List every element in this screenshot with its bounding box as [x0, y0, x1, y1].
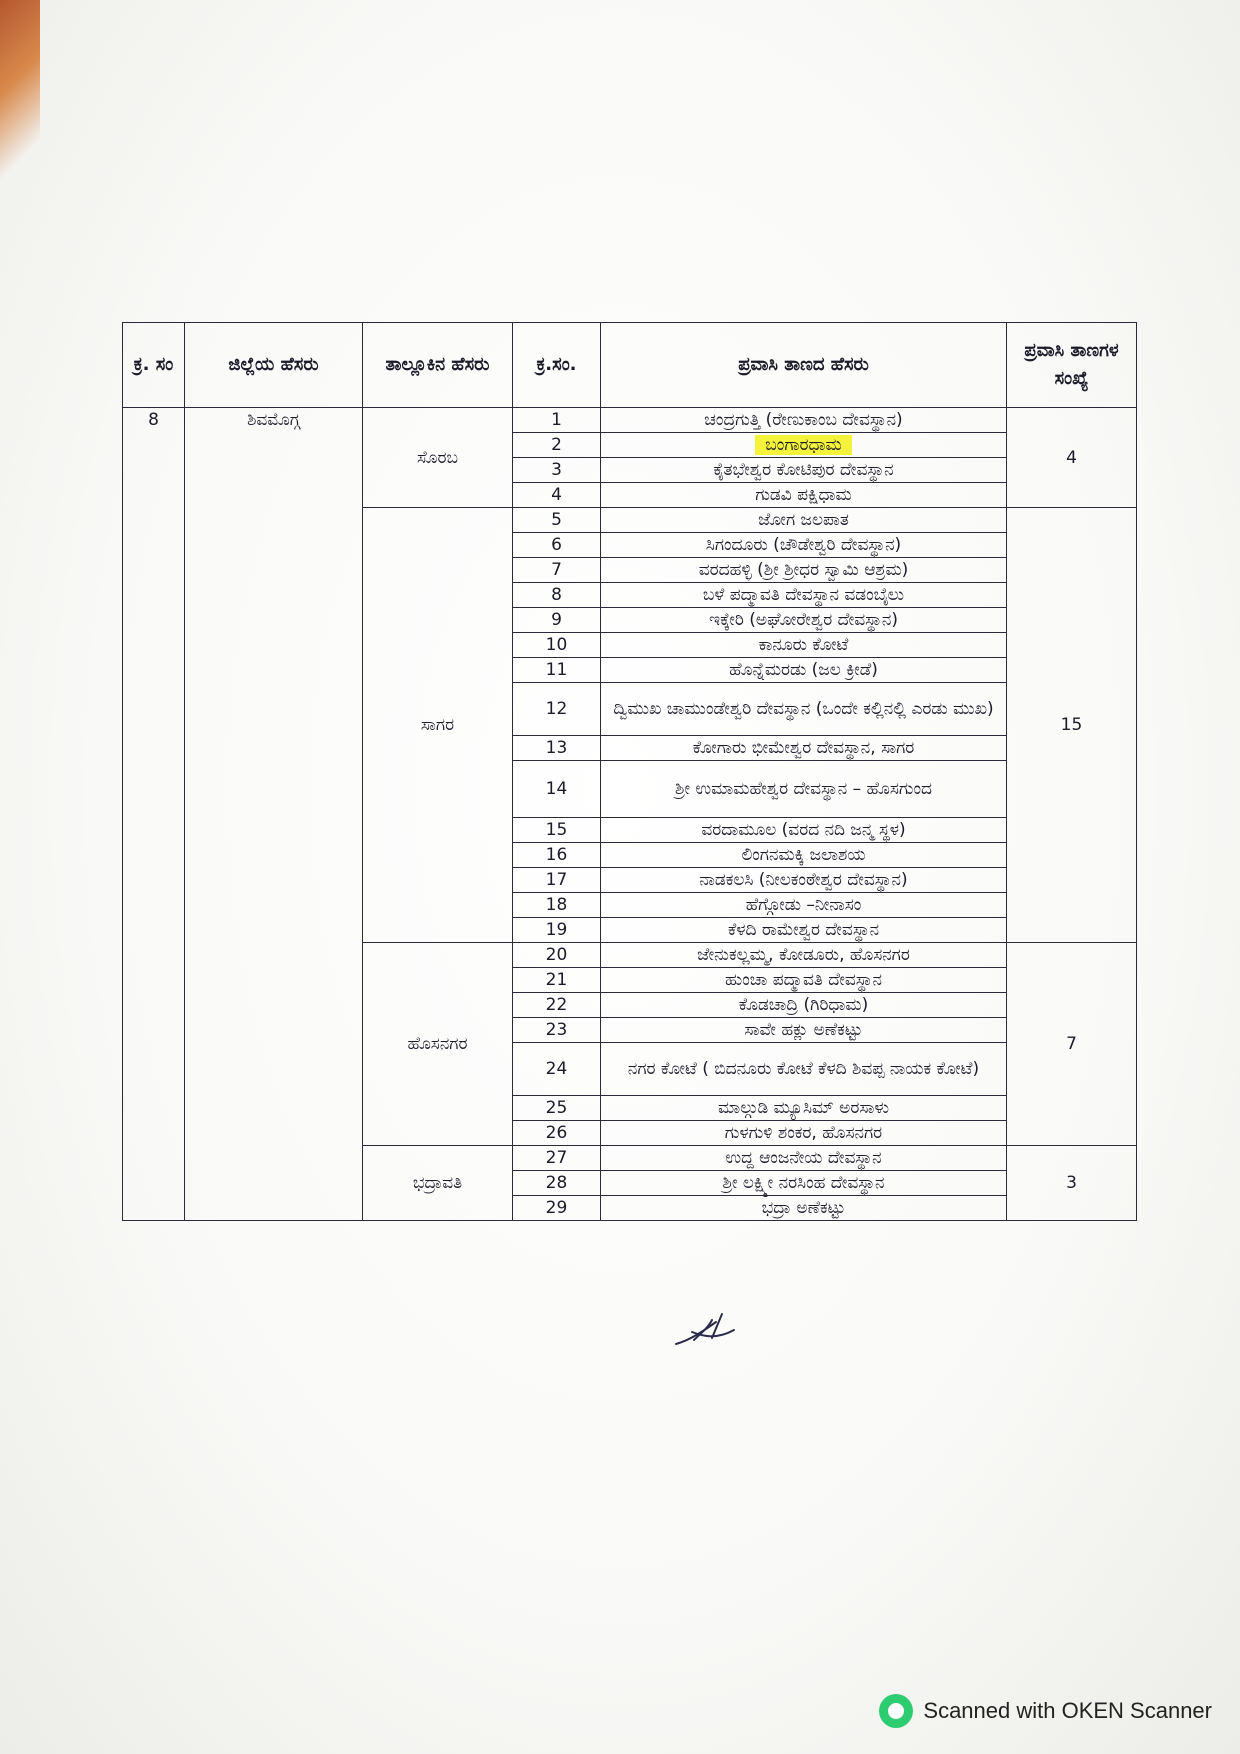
header-place-name: ಪ್ರವಾಸಿ ತಾಣದ ಹೆಸರು: [601, 323, 1007, 408]
cell-place-no: 24: [513, 1043, 601, 1096]
cell-place-name: ಚಂದ್ರಗುತ್ತಿ (ರೇಣುಕಾಂಬ ದೇವಸ್ಥಾನ): [601, 408, 1007, 433]
cell-taluk-hosanagara: ಹೊಸನಗರ: [363, 943, 513, 1146]
cell-place-no: 9: [513, 608, 601, 633]
cell-place-name: ಬಳೆ ಪದ್ಮಾವತಿ ದೇವಸ್ಥಾನ ವಡಂಬೈಲು: [601, 583, 1007, 608]
cell-place-no: 3: [513, 458, 601, 483]
highlighted-place-name: ಬಂಗಾರಧಾಮ: [755, 435, 851, 455]
scanner-watermark-text: Scanned with OKEN Scanner: [923, 1698, 1212, 1723]
cell-place-name: ಗುಳಗುಳಿ ಶಂಕರ, ಹೊಸನಗರ: [601, 1121, 1007, 1146]
table-row: [123, 408, 1137, 433]
cell-place-name: ಹೆಗ್ಗೋಡು –ನೀನಾಸಂ: [601, 893, 1007, 918]
cell-place-name: ಮಾಲ್ಗುಡಿ ಮ್ಯೂಸಿಮ್ ಅರಸಾಳು: [601, 1096, 1007, 1121]
cell-place-name: ಜೇನುಕಲ್ಲಮ್ಮ, ಕೋಡೂರು, ಹೊಸನಗರ: [601, 943, 1007, 968]
cell-place-no: 18: [513, 893, 601, 918]
cell-place-no: 2: [513, 433, 601, 458]
cell-place-name: ಲಿಂಗನಮಕ್ಕಿ ಜಲಾಶಯ: [601, 843, 1007, 868]
cell-place-name: ಜೋಗ ಜಲಪಾತ: [601, 508, 1007, 533]
cell-place-no: 27: [513, 1146, 601, 1171]
cell-taluk-bhadravathi: ಭದ್ರಾವತಿ: [363, 1146, 513, 1221]
cell-place-name: ಶ್ರೀ ಉಮಾಮಹೇಶ್ವರ ದೇವಸ್ಥಾನ – ಹೊಸಗುಂದ: [601, 761, 1007, 818]
cell-count-hosanagara: 7: [1007, 943, 1137, 1146]
cell-place-no: 29: [513, 1196, 601, 1221]
cell-count-bhadravathi: 3: [1007, 1146, 1137, 1221]
cell-place-name: ಕಾನೂರು ಕೋಟೆ: [601, 633, 1007, 658]
cell-place-name: ಸಾವೇ ಹಕ್ಲು ಅಣೆಕಟ್ಟು: [601, 1018, 1007, 1043]
cell-place-name: ಗುಡವಿ ಪಕ್ಷಿಧಾಮ: [601, 483, 1007, 508]
cell-place-name: ಕೈತಭೇಶ್ವರ ಕೋಟಿಪುರ ದೇವಸ್ಥಾನ: [601, 458, 1007, 483]
cell-place-name: ಕೆಳದಿ ರಾಮೇಶ್ವರ ದೇವಸ್ಥಾನ: [601, 918, 1007, 943]
header-place-sno: ಕ್ರ.ಸಂ.: [513, 323, 601, 408]
cell-place-no: 26: [513, 1121, 601, 1146]
cell-place-no: 4: [513, 483, 601, 508]
cell-place-name: ಹೊನ್ನೆಮರಡು (ಜಲ ಕ್ರೀಡೆ): [601, 658, 1007, 683]
cell-place-no: 1: [513, 408, 601, 433]
cell-district: ಶಿವಮೊಗ್ಗ: [185, 408, 363, 1221]
cell-place-name: ಸಿಗಂದೂರು (ಚೌಡೇಶ್ವರಿ ದೇವಸ್ಥಾನ): [601, 533, 1007, 558]
cell-place-name: ದ್ವಿಮುಖ ಚಾಮುಂಡೇಶ್ವರಿ ದೇವಸ್ಥಾನ (ಒಂದೇ ಕಲ್ಲಿನಲ್ಲಿ ಎರಡು ಮುಖ): [601, 683, 1007, 736]
cell-place-name: ಹುಂಚಾ ಪದ್ಮಾವತಿ ದೇವಸ್ಥಾನ: [601, 968, 1007, 993]
cell-place-no: 15: [513, 818, 601, 843]
cell-place-no: 13: [513, 736, 601, 761]
header-district: ಜಿಲ್ಲೆಯ ಹೆಸರು: [185, 323, 363, 408]
cell-place-name: ಕೊಡಚಾದ್ರಿ (ಗಿರಿಧಾಮ): [601, 993, 1007, 1018]
header-taluk: ತಾಲ್ಲೂಕಿನ ಹೆಸರು: [363, 323, 513, 408]
cell-taluk-soraba: ಸೊರಬ: [363, 408, 513, 508]
cell-place-name: ನಾಡಕಲಸಿ (ನೀಲಕಂಠೇಶ್ವರ ದೇವಸ್ಥಾನ): [601, 868, 1007, 893]
cell-place-name: ಶ್ರೀ ಲಕ್ಷ್ಮೀ ನರಸಿಂಹ ದೇವಸ್ಥಾನ: [601, 1171, 1007, 1196]
page-edge-shadow: [0, 0, 40, 200]
cell-place-no: 5: [513, 508, 601, 533]
cell-count-sagara: 15: [1007, 508, 1137, 943]
cell-place-no: 20: [513, 943, 601, 968]
signature-mark: [672, 1310, 742, 1350]
cell-place-no: 8: [513, 583, 601, 608]
cell-count-soraba: 4: [1007, 408, 1137, 508]
tourist-places-table: [122, 322, 1137, 1221]
header-count: ಪ್ರವಾಸಿ ತಾಣಗಳ ಸಂಖ್ಯೆ: [1007, 323, 1137, 408]
cell-place-name: ಭದ್ರಾ ಅಣೆಕಟ್ಟು: [601, 1196, 1007, 1221]
table-header-row: [123, 323, 1137, 408]
cell-place-no: 10: [513, 633, 601, 658]
cell-place-name: ವರದಾಮೂಲ (ವರದ ನದಿ ಜನ್ಮ ಸ್ಥಳ): [601, 818, 1007, 843]
cell-place-no: 14: [513, 761, 601, 818]
cell-place-no: 22: [513, 993, 601, 1018]
cell-place-name: ಇಕ್ಕೇರಿ (ಅಘೋರೇಶ್ವರ ದೇವಸ್ಥಾನ): [601, 608, 1007, 633]
cell-place-no: 19: [513, 918, 601, 943]
cell-place-name: ಕೋಗಾರು ಭೀಮೇಶ್ವರ ದೇವಸ್ಥಾನ, ಸಾಗರ: [601, 736, 1007, 761]
cell-place-name: [601, 433, 1007, 458]
cell-place-name: ನಗರ ಕೋಟೆ ( ಬಿದನೂರು ಕೋಟೆ ಕೆಳದಿ ಶಿವಪ್ಪ ನಾಯಕ ಕೋಟೆ): [601, 1043, 1007, 1096]
cell-place-no: 21: [513, 968, 601, 993]
cell-place-no: 25: [513, 1096, 601, 1121]
cell-place-no: 16: [513, 843, 601, 868]
cell-place-no: 12: [513, 683, 601, 736]
oken-scanner-logo-icon: [879, 1694, 913, 1728]
cell-taluk-sagara: ಸಾಗರ: [363, 508, 513, 943]
cell-place-no: 6: [513, 533, 601, 558]
cell-place-no: 11: [513, 658, 601, 683]
cell-place-no: 23: [513, 1018, 601, 1043]
cell-place-no: 7: [513, 558, 601, 583]
header-sno: ಕ್ರ. ಸಂ: [123, 323, 185, 408]
cell-sno: 8: [123, 408, 185, 1221]
scanner-watermark: [879, 1694, 1212, 1728]
cell-place-no: 28: [513, 1171, 601, 1196]
cell-place-name: ವರದಹಳ್ಳಿ (ಶ್ರೀ ಶ್ರೀಧರ ಸ್ವಾಮಿ ಆಶ್ರಮ): [601, 558, 1007, 583]
cell-place-no: 17: [513, 868, 601, 893]
cell-place-name: ಉದ್ದ ಆಂಜನೇಯ ದೇವಸ್ಥಾನ: [601, 1146, 1007, 1171]
